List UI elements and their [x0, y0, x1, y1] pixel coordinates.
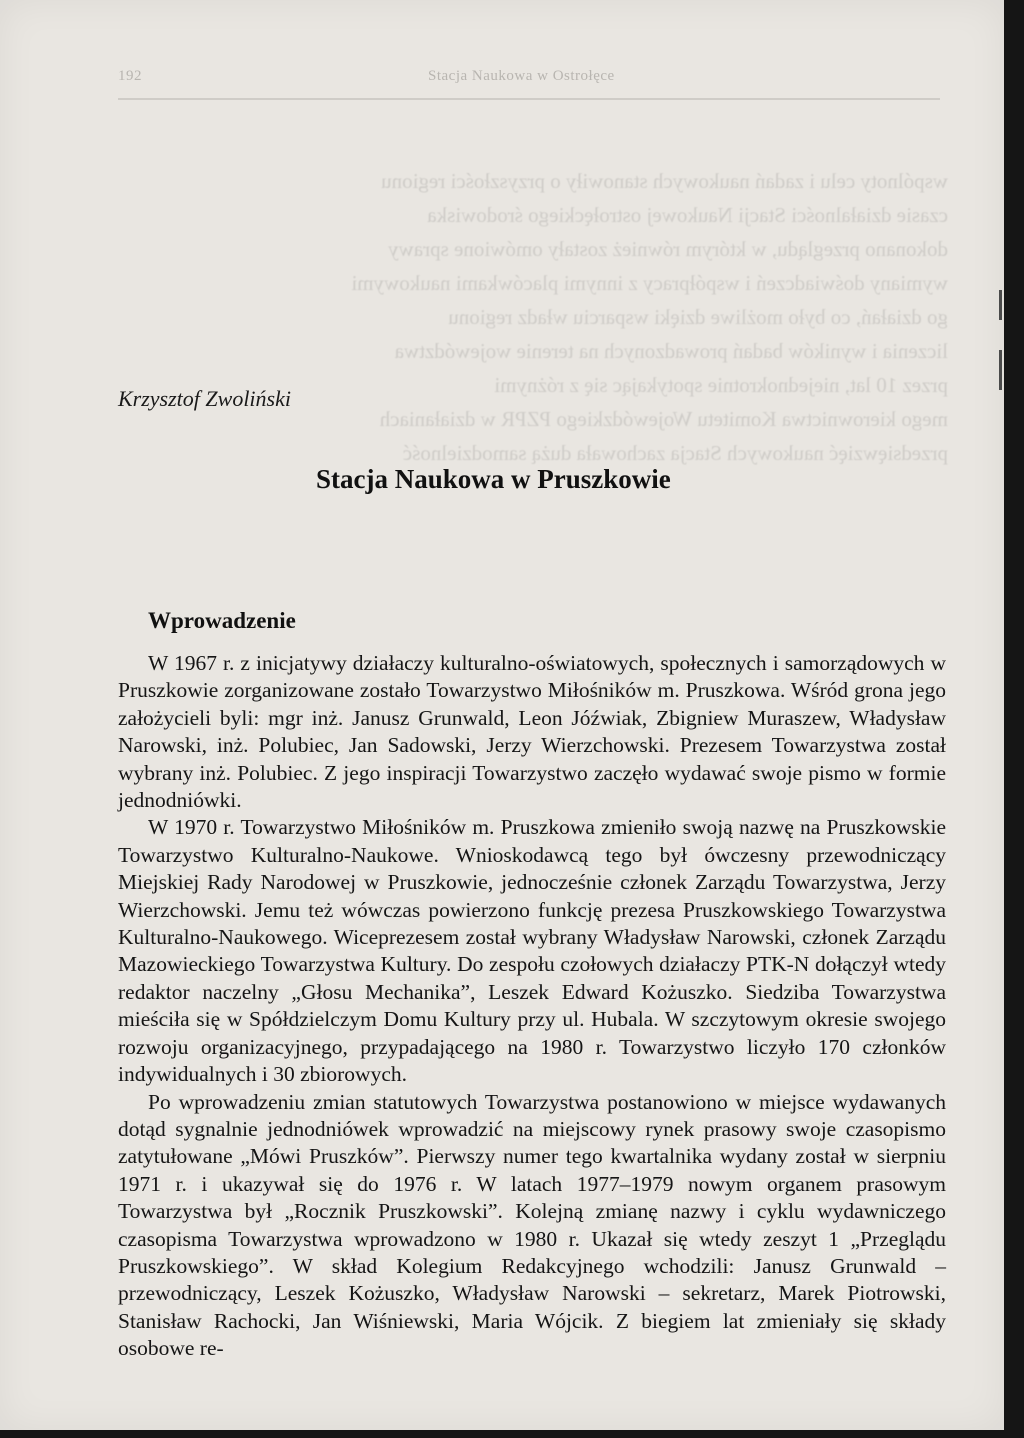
scan-border-right	[1004, 0, 1024, 1438]
article-body	[118, 650, 946, 1363]
header-rule	[118, 98, 940, 100]
scan-border-bottom	[0, 1430, 1024, 1438]
running-head-title: Stacja Naukowa w Ostrołęce	[428, 68, 615, 84]
section-heading: Wprowadzenie	[148, 608, 296, 633]
scan-artifact	[999, 290, 1002, 320]
author-name: Krzysztof Zwoliński	[118, 386, 291, 411]
paragraph: Po wprowadzeniu zmian statutowych Towarzystwa postanowiono w miejsce wydawanych dotąd sygnalnie jednodniówek wprowadzić na miejscowy rynek prasowy swoje czasopismo zatytułowane „Mówi Pruszków”. Pierwszy numer tego kwartalnika wydany został w sierpniu 1971 r. i ukazywał się do 1976 r. W latach 1977–1979 nowym organem prasowym Towarzystwa był „Rocznik Pruszkowski”. Kolejną zmianę nazwy i cyklu wydawniczego czasopisma Towarzystwa wprowadzono w 1980 r. Ukazał się wtedy zeszyt 1 „Przeglądu Pruszkowskiego”. W skład Kolegium Redakcyjnego wchodzili: Janusz Grunwald – przewodniczący, Leszek Kożuszko, Władysław Narowski – sekretarz, Marek Piotrowski, Stanisław Rachocki, Jan Wiśniewski, Maria Wójcik. Z biegiem lat zmieniały się składy osobowe re-	[118, 1089, 946, 1361]
paragraph: W 1970 r. Towarzystwo Miłośników m. Pruszkowa zmieniło swoją nazwę na Pruszkowskie Towarzystwo Kulturalno-Naukowe. Wnioskodawcą tego był ówczesny przewodniczący Miejskiej Rady Narodowej w Pruszkowie, jednocześnie członek Zarządu Towarzystwa, Jerzy Wierzchowski. Jemu też wówczas powierzono funkcję prezesa Pruszkowskiego Towarzystwa Kulturalno-Naukowego. Wiceprezesem został wybrany Władysław Narowski, członek Zarządu Mazowieckiego Towarzystwa Kultury. Do zespołu czołowych działaczy PTK-N dołączył wtedy redaktor naczelny „Głosu Mechanika”, Leszek Edward Kożuszko. Siedziba Towarzystwa mieściła się w Spółdzielczym Domu Kultury przy ul. Hubala. W szczytowym okresie swojego rozwoju organizacyjnego, przypadającego na 1980 r. Towarzystwo liczyło 170 członków indywidualnych i 30 zbiorowych.	[118, 815, 946, 1087]
paragraph: W 1967 r. z inicjatywy działaczy kulturalno-oświatowych, społecznych i samorządowych w Pruszkowie zorganizowane zostało Towarzystwo Miłośników m. Pruszkowa. Wśród grona jego założycieli byli: mgr inż. Janusz Grunwald, Leon Jóźwiak, Zbigniew Muraszew, Władysław Narowski, inż. Polubiec, Jan Sadowski, Jerzy Wierzchowski. Prezesem Towarzystwa został wybrany inż. Polubiec. Z jego inspiracji Towarzystwo zaczęło wydawać swoje pismo w formie jednodniówki.	[118, 651, 946, 813]
page-number: 192	[118, 68, 142, 84]
article-title: Stacja Naukowa w Pruszkowie	[316, 464, 671, 494]
bleed-through-text: wspólnoty celu i zadań naukowych stanowiły o przyszłości regionu czasie działalności Stacji Naukowej ostrołęckiego środowiska dokonano przeglądu, w którym również zostały omówione sprawy wymiany doświadczeń i współpracy z innymi placówkami naukowymi go działań, co było możliwe dzięki wsparciu władz regionu liczenia i wyników badań prowadzonych na terenie województwa przez 10 lat, niejednokrotnie spotykając się z różnymi mego kierownictwa Komitetu Wojewódzkiego PZPR w działaniach przedsięwzięć naukowych Stacja zachowała dużą samodzielność	[351, 169, 948, 465]
scan-artifact	[999, 350, 1002, 390]
